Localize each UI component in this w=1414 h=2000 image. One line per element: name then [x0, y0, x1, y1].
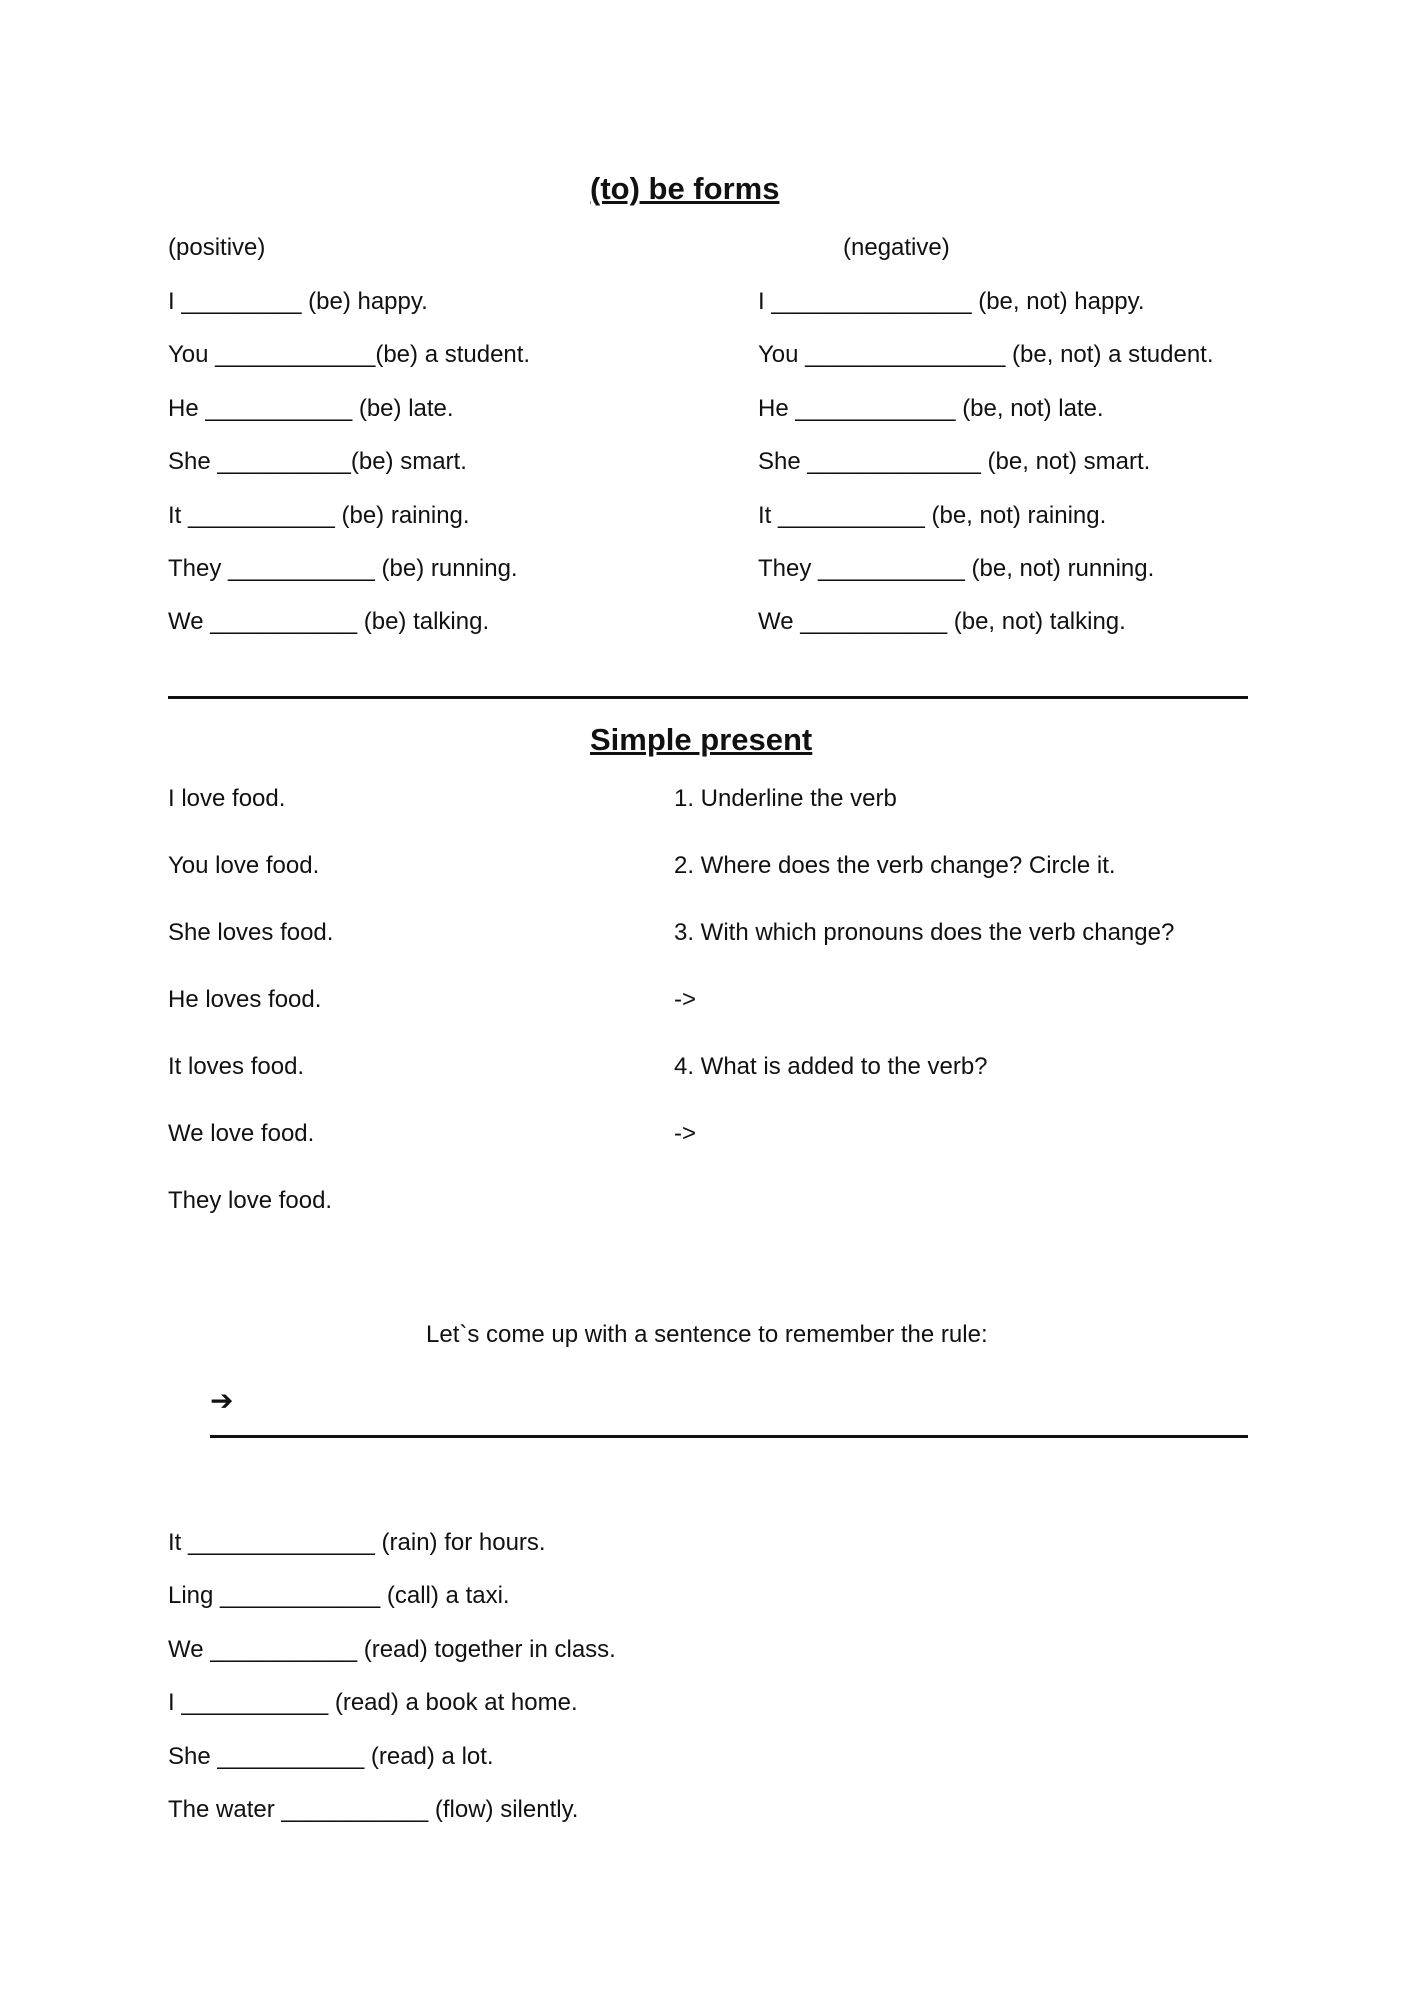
positive-line-6: They ___________ (be) running.: [168, 555, 518, 582]
sentence-6: We love food.: [168, 1120, 315, 1147]
simple-present-title: Simple present: [590, 722, 813, 757]
positive-line-2: You ____________(be) a student.: [168, 341, 531, 368]
exercise-line-5: She ___________ (read) a lot.: [168, 1743, 494, 1770]
sentence-4: He loves food.: [168, 986, 322, 1013]
sentence-7: They love food.: [168, 1187, 333, 1214]
right-arrow-icon: ➔: [210, 1385, 234, 1416]
exercise-line-4: I ___________ (read) a book at home.: [168, 1689, 578, 1716]
positive-line-3: He ___________ (be) late.: [168, 395, 454, 422]
answer-arrow-1: ->: [674, 986, 697, 1013]
sentence-2: You love food.: [168, 852, 320, 879]
negative-header: (negative): [843, 234, 950, 261]
sentence-3: She loves food.: [168, 919, 334, 946]
negative-line-4: She _____________ (be, not) smart.: [758, 448, 1151, 475]
negative-line-5: It ___________ (be, not) raining.: [758, 502, 1107, 529]
section-divider: [168, 696, 1248, 699]
rule-answer-line: [210, 1435, 1248, 1438]
exercise-line-1: It ______________ (rain) for hours.: [168, 1529, 546, 1556]
negative-line-6: They ___________ (be, not) running.: [758, 555, 1155, 582]
exercise-line-2: Ling ____________ (call) a taxi.: [168, 1582, 510, 1609]
exercise-line-6: The water ___________ (flow) silently.: [168, 1796, 579, 1823]
negative-line-1: I _______________ (be, not) happy.: [758, 288, 1145, 315]
exercise-line-3: We ___________ (read) together in class.: [168, 1636, 616, 1663]
sentence-1: I love food.: [168, 785, 286, 812]
negative-line-2: You _______________ (be, not) a student.: [758, 341, 1214, 368]
question-4: 4. What is added to the verb?: [674, 1053, 988, 1080]
positive-line-4: She __________(be) smart.: [168, 448, 467, 475]
positive-line-7: We ___________ (be) talking.: [168, 608, 490, 635]
sentence-5: It loves food.: [168, 1053, 305, 1080]
answer-arrow-2: ->: [674, 1120, 697, 1147]
positive-line-5: It ___________ (be) raining.: [168, 502, 470, 529]
question-1: 1. Underline the verb: [674, 785, 897, 812]
be-forms-title: (to) be forms: [590, 171, 780, 206]
question-3: 3. With which pronouns does the verb change?: [674, 919, 1175, 946]
question-2: 2. Where does the verb change? Circle it.: [674, 852, 1116, 879]
positive-header: (positive): [168, 234, 266, 261]
negative-line-7: We ___________ (be, not) talking.: [758, 608, 1126, 635]
negative-line-3: He ____________ (be, not) late.: [758, 395, 1104, 422]
positive-line-1: I _________ (be) happy.: [168, 288, 428, 315]
rule-prompt: Let`s come up with a sentence to remember the rule:: [426, 1321, 988, 1348]
